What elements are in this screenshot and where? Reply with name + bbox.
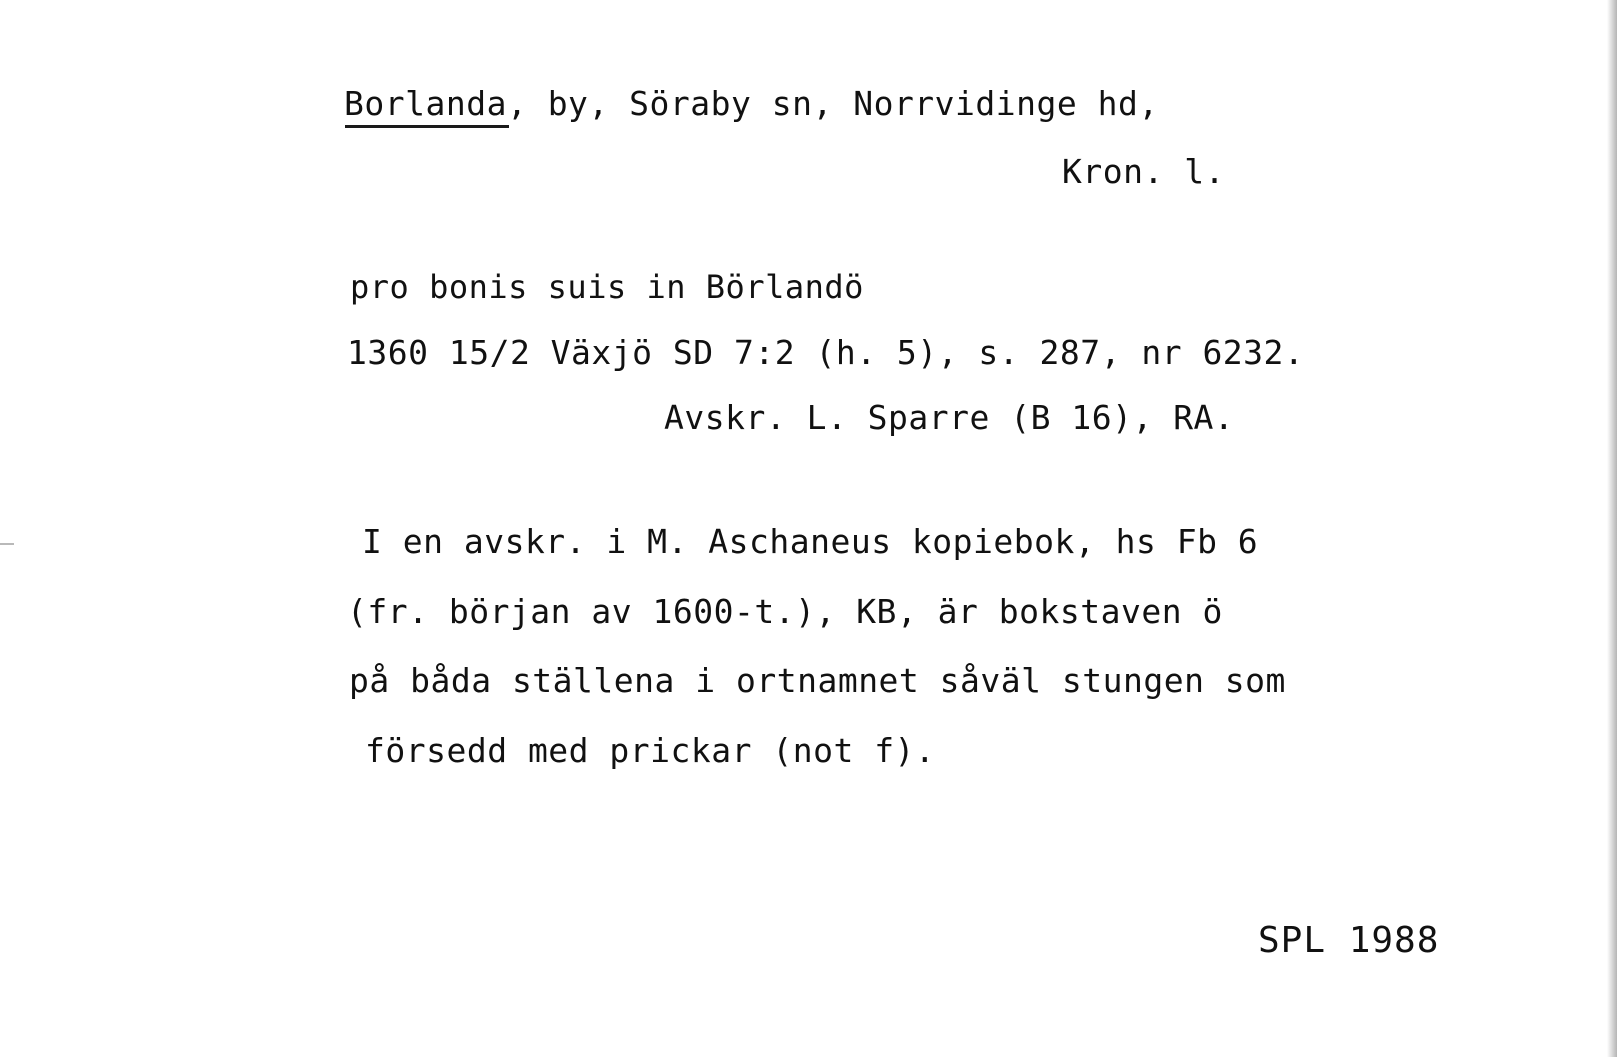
note-line-2: (fr. början av 1600-t.), KB, är bokstaven ö [347,592,1223,631]
citation-line-1: pro bonis suis in Börlandö [350,268,864,306]
scan-edge-shadow [1607,0,1617,1057]
note-line-4: försedd med prickar (not f). [365,731,936,770]
citation-line-2: 1360 15/2 Växjö SD 7:2 (h. 5), s. 287, nr 6232. [347,333,1305,372]
entry-headword-qualifiers: , by, Söraby sn, Norrvidinge hd, [506,84,1159,123]
scan-edge-tick-mark [0,543,14,545]
citation-line-3: Avskr. L. Sparre (B 16), RA. [664,398,1235,437]
document-footer-stamp: SPL 1988 [1258,920,1440,961]
entry-headword-line [344,84,1159,123]
note-line-1: I en avskr. i M. Aschaneus kopiebok, hs Fb 6 [362,522,1259,561]
entry-headword: Borlanda [344,84,507,123]
headword-underline [345,125,509,128]
note-line-3: på båda ställena i ortnamnet såväl stungen som [349,661,1286,700]
entry-county-line: Kron. l. [1062,152,1225,191]
